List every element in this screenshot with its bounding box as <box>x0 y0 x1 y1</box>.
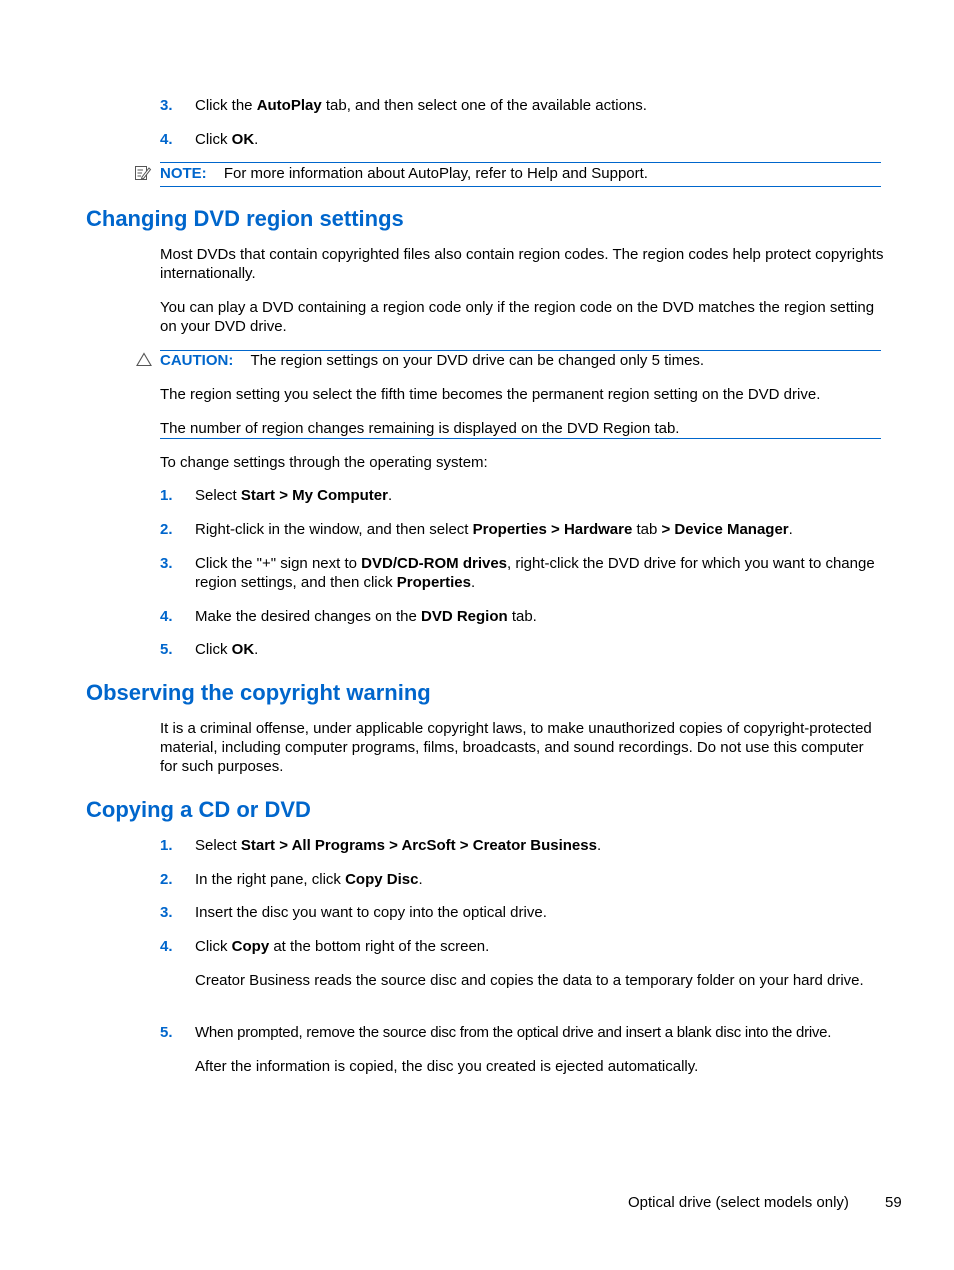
step-text <box>195 96 885 115</box>
step-text <box>195 1023 885 1042</box>
bold-term: DVD/CD-ROM drives <box>361 555 508 572</box>
text-run: When prompted, remove the source disc from the optical drive and insert a blank disc into the drive. <box>195 1024 832 1041</box>
step-text <box>195 130 885 149</box>
text-run: tab. <box>507 608 537 625</box>
text-run: . <box>418 871 423 888</box>
step-text <box>195 870 885 889</box>
text-run: . <box>254 131 259 148</box>
text-run: Right-click in the window, and then select <box>195 521 473 538</box>
bold-term: DVD Region <box>420 608 508 625</box>
text-run: Click the <box>195 97 257 114</box>
step-text <box>195 836 885 855</box>
step-number: 3. <box>160 97 173 114</box>
note-label: NOTE: <box>160 165 207 182</box>
step-text <box>195 486 885 505</box>
note-pencil-icon <box>134 164 152 187</box>
section-title-copy-disc: Copying a CD or DVD <box>86 797 311 822</box>
step-number: 1. <box>160 487 173 504</box>
text-run: Click <box>195 641 232 658</box>
text-run: Select <box>195 487 241 504</box>
text-run: . <box>596 837 602 854</box>
step-text <box>195 554 885 592</box>
step-number: 3. <box>160 555 173 572</box>
footer-section-name: Optical drive (select models only) <box>628 1194 849 1211</box>
text-run: Select <box>195 837 241 854</box>
note-bottom-rule <box>160 186 881 187</box>
step-number: 1. <box>160 837 173 854</box>
page-number: 59 <box>885 1194 902 1211</box>
caution-triangle-icon <box>136 352 152 372</box>
step-number: 2. <box>160 871 173 888</box>
step-text <box>195 640 885 659</box>
step-number: 5. <box>160 1024 173 1041</box>
step-text <box>195 903 885 922</box>
text-run: , right-click the DVD drive for which you want to change region settings, and then click <box>195 555 875 591</box>
text-run: In the right pane, click <box>195 871 346 888</box>
step-number: 4. <box>160 938 173 955</box>
bold-term: > Device Manager <box>661 521 789 538</box>
step-number: 3. <box>160 904 173 921</box>
step-text <box>195 937 885 956</box>
caution-text-row <box>160 351 885 370</box>
paragraph: To change settings through the operating system: <box>160 454 488 471</box>
caution-paragraph: The region setting you select the fifth time becomes the permanent region setting on the DVD drive. <box>160 386 821 403</box>
text-run: . <box>387 487 393 504</box>
step-note: After the information is copied, the disc you created is ejected automatically. <box>195 1058 699 1075</box>
caution-paragraph: The number of region changes remaining is displayed on the DVD Region tab. <box>160 420 680 437</box>
bold-term: Properties <box>396 574 471 591</box>
caution-text: The region settings on your DVD drive can be changed only 5 times. <box>250 352 705 369</box>
bold-term: AutoPlay <box>256 97 322 114</box>
paragraph: Most DVDs that contain copyrighted files also contain region codes. The region codes help protect copyrights internationally. <box>160 246 884 282</box>
caution-label: CAUTION: <box>160 352 234 369</box>
text-run: tab, and then select one of the available actions. <box>321 97 647 114</box>
text-run: Click the "+" sign next to <box>195 555 362 572</box>
paragraph: You can play a DVD containing a region code only if the region code on the DVD matches the region setting on your DVD drive. <box>160 299 875 335</box>
bold-term: OK <box>231 641 255 658</box>
note-text: For more information about AutoPlay, refer to Help and Support. <box>223 165 648 182</box>
note-text-row <box>160 164 885 183</box>
bold-term: Start > My Computer <box>240 487 388 504</box>
section-title-copyright: Observing the copyright warning <box>86 680 431 705</box>
bold-term: Start > All Programs > ArcSoft > Creator Business <box>240 837 597 854</box>
note-top-rule <box>160 162 881 163</box>
text-run: . <box>254 641 259 658</box>
bold-term: Properties > Hardware <box>472 521 633 538</box>
text-run: . <box>471 574 476 591</box>
text-run: Click <box>195 131 232 148</box>
step-number: 4. <box>160 608 173 625</box>
text-run: . <box>788 521 793 538</box>
step-text <box>195 607 885 626</box>
text-run: tab <box>632 521 662 538</box>
paragraph: It is a criminal offense, under applicable copyright laws, to make unauthorized copies of copyright-protected material, including computer programs, films, broadcasts, and sound recordings. Do not use this computer for such purposes. <box>160 720 872 775</box>
caution-bottom-rule <box>160 438 881 439</box>
text-run: Insert the disc you want to copy into the optical drive. <box>195 904 547 921</box>
bold-term: Copy Disc <box>345 871 419 888</box>
step-number: 4. <box>160 131 173 148</box>
text-run: at the bottom right of the screen. <box>269 938 490 955</box>
text-run: Click <box>195 938 232 955</box>
text-run: Make the desired changes on the <box>195 608 421 625</box>
bold-term: Copy <box>231 938 270 955</box>
step-text <box>195 520 885 539</box>
section-title-dvd-region: Changing DVD region settings <box>86 206 404 231</box>
step-note: Creator Business reads the source disc and copies the data to a temporary folder on your hard drive. <box>195 972 864 989</box>
step-number: 5. <box>160 641 173 658</box>
step-number: 2. <box>160 521 173 538</box>
bold-term: OK <box>231 131 255 148</box>
